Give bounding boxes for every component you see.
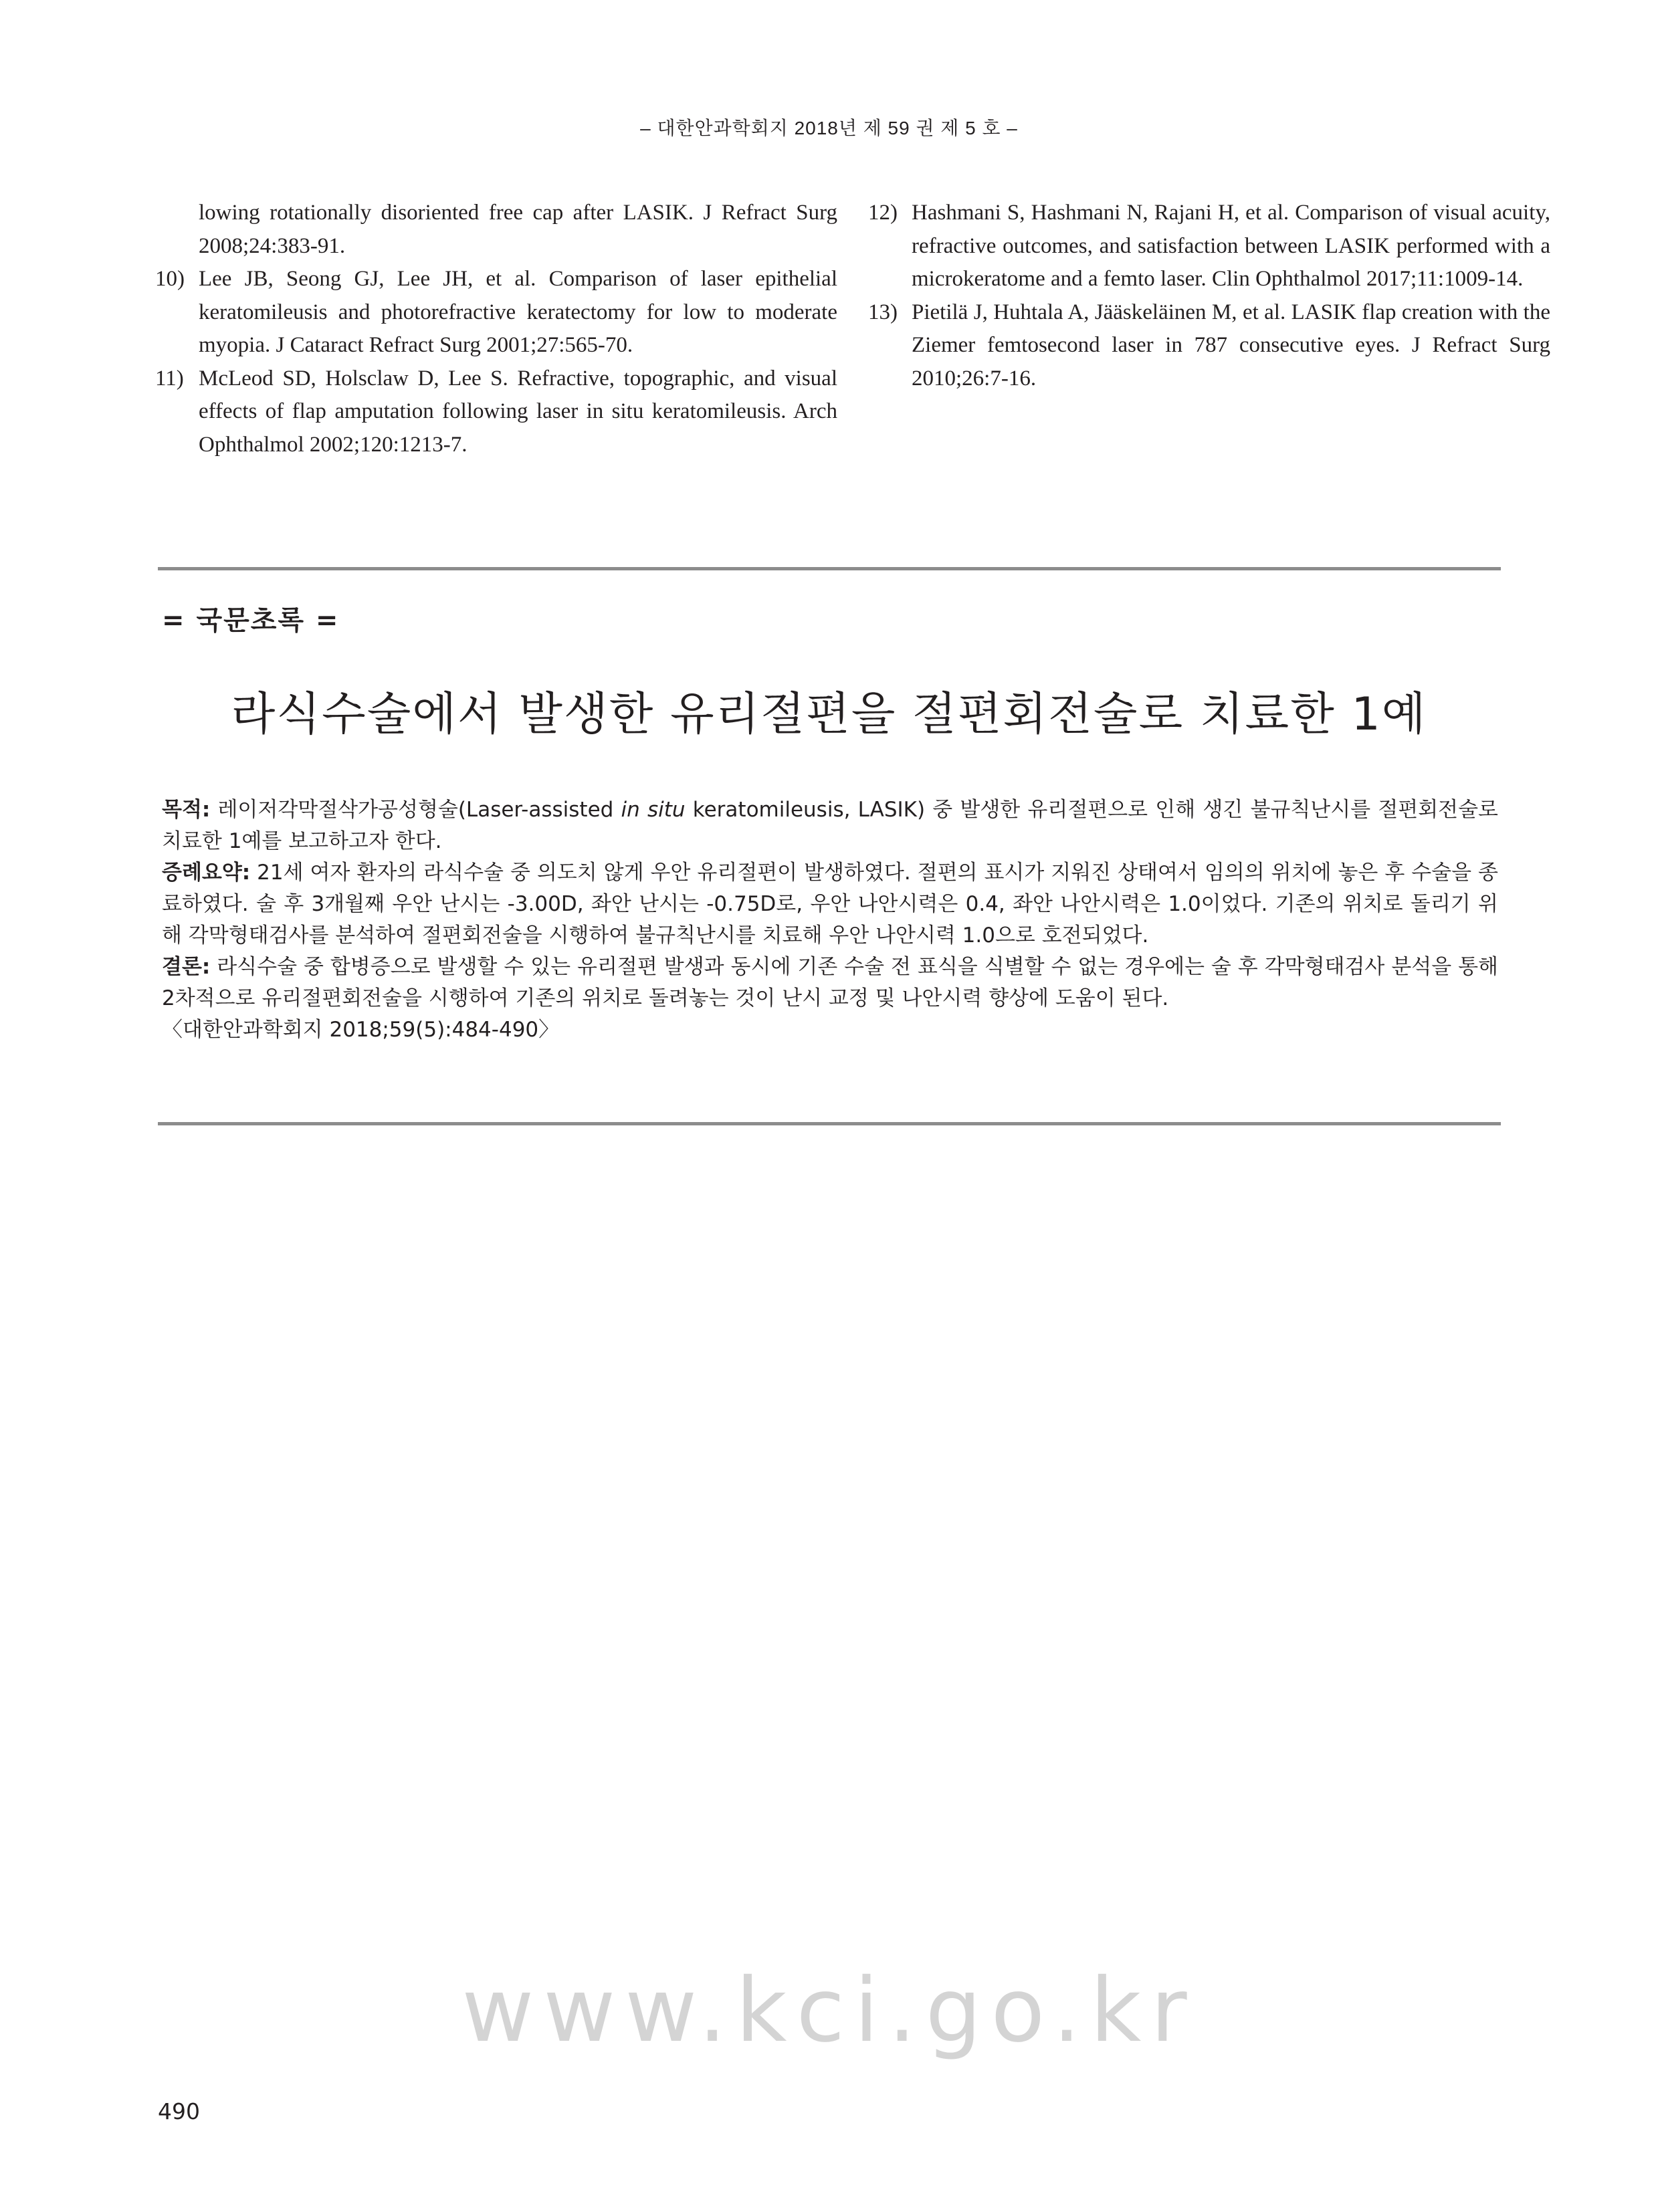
- purpose-text-start: 레이저각막절삭가공성형술(Laser-assisted: [210, 798, 621, 822]
- reference-text: McLeod SD, Holsclaw D, Lee S. Refractive, topographic, and visual effects of flap amputation following laser in situ keratomileusis. Arch Ophthalmol 2002;120:1213-7.: [199, 366, 837, 457]
- reference-continuation: lowing rotationally disoriented free cap after LASIK. J Refract Surg 2008;24:383-91.: [199, 201, 837, 258]
- article-title: 라식수술에서 발생한 유리절편을 절편회전술로 치료한 1예: [231, 688, 1427, 741]
- running-header: – 대한안과학회지 2018년 제 59 권 제 5 호 –: [640, 118, 1018, 138]
- purpose-label: 목적:: [162, 798, 211, 822]
- abstract-citation: 〈대한안과학회지 2018;59(5):484-490〉: [162, 1018, 560, 1042]
- abstract-conclusion: [162, 952, 1498, 1014]
- reference-text: Pietilä J, Huhtala A, Jääskeläinen M, et al. LASIK flap creation with the Ziemer femtosecond laser in 787 consecutive eyes. J Refract Surg 2010;26:7-16.: [912, 300, 1550, 391]
- abstract-bottom-divider: [158, 1122, 1501, 1125]
- case-summary-label: 증례요약:: [162, 861, 251, 885]
- reference-number: 13): [868, 300, 898, 324]
- reference-number: 10): [155, 267, 185, 291]
- case-summary-text: 21세 여자 환자의 라식수술 중 의도치 않게 우안 유리절편이 발생하였다. 절편의 표시가 지워진 상태여서 임의의 위치에 놓은 후 수술을 종료하였다. 술 후 3개월째 우안 난시는 -3.00D, 좌안 난시는 -0.75D로, 우안 나안시력은 0.4, 좌안 나안시력은 1.0이었다. 기존의 위치로 돌리기 위해 각막형태검사를 분석하여 절편회전술을 시행하여 불규칙난시를 치료해 우안 나안시력 1.0으로 호전되었다.: [162, 861, 1498, 948]
- conclusion-text: 라식수술 중 합병증으로 발생할 수 있는 유리절편 발생과 동시에 기존 수술 전 표식을 식별할 수 없는 경우에는 술 후 각막형태검사 분석을 통해 2차적으로 유리절편회전술을 시행하여 기존의 위치로 돌려놓는 것이 난시 교정 및 나안시력 향상에 도움이 된다.: [162, 955, 1498, 1010]
- reference-number: 11): [155, 366, 184, 391]
- reference-text: Hashmani S, Hashmani N, Rajani H, et al. Comparison of visual acuity, refractive outcomes, and satisfaction between LASIK performed with a microkeratome and a femto laser. Clin Ophthalmol 2017;11:1009-14.: [912, 201, 1550, 291]
- abstract-top-divider: [158, 567, 1501, 570]
- abstract-purpose: [162, 794, 1498, 857]
- reference-item: [155, 263, 837, 362]
- references-right-column: [868, 197, 1550, 395]
- korean-abstract-body: [162, 794, 1498, 1046]
- conclusion-label: 결론:: [162, 955, 211, 979]
- page-number: 490: [158, 2098, 200, 2124]
- references-left-column: [155, 197, 837, 461]
- reference-item: [868, 197, 1550, 296]
- watermark: www.kci.go.kr: [461, 1959, 1197, 2062]
- section-label: = 국문초록 =: [162, 605, 340, 636]
- reference-item: [155, 362, 837, 462]
- purpose-text-end: keratomileusis, LASIK) 중 발생한 유리절편으로 인해 생긴 불규칙난시를 절편회전술로 치료한 1예를 보고하고자 한다.: [162, 798, 1499, 853]
- purpose-italic-term: in situ: [621, 798, 686, 822]
- reference-text: Lee JB, Seong GJ, Lee JH, et al. Comparison of laser epithelial keratomileusis and photorefractive keratectomy for low to moderate myopia. J Cataract Refract Surg 2001;27:565-70.: [199, 267, 837, 357]
- reference-number: 12): [868, 201, 898, 225]
- reference-item: [868, 296, 1550, 396]
- abstract-case-summary: [162, 857, 1498, 952]
